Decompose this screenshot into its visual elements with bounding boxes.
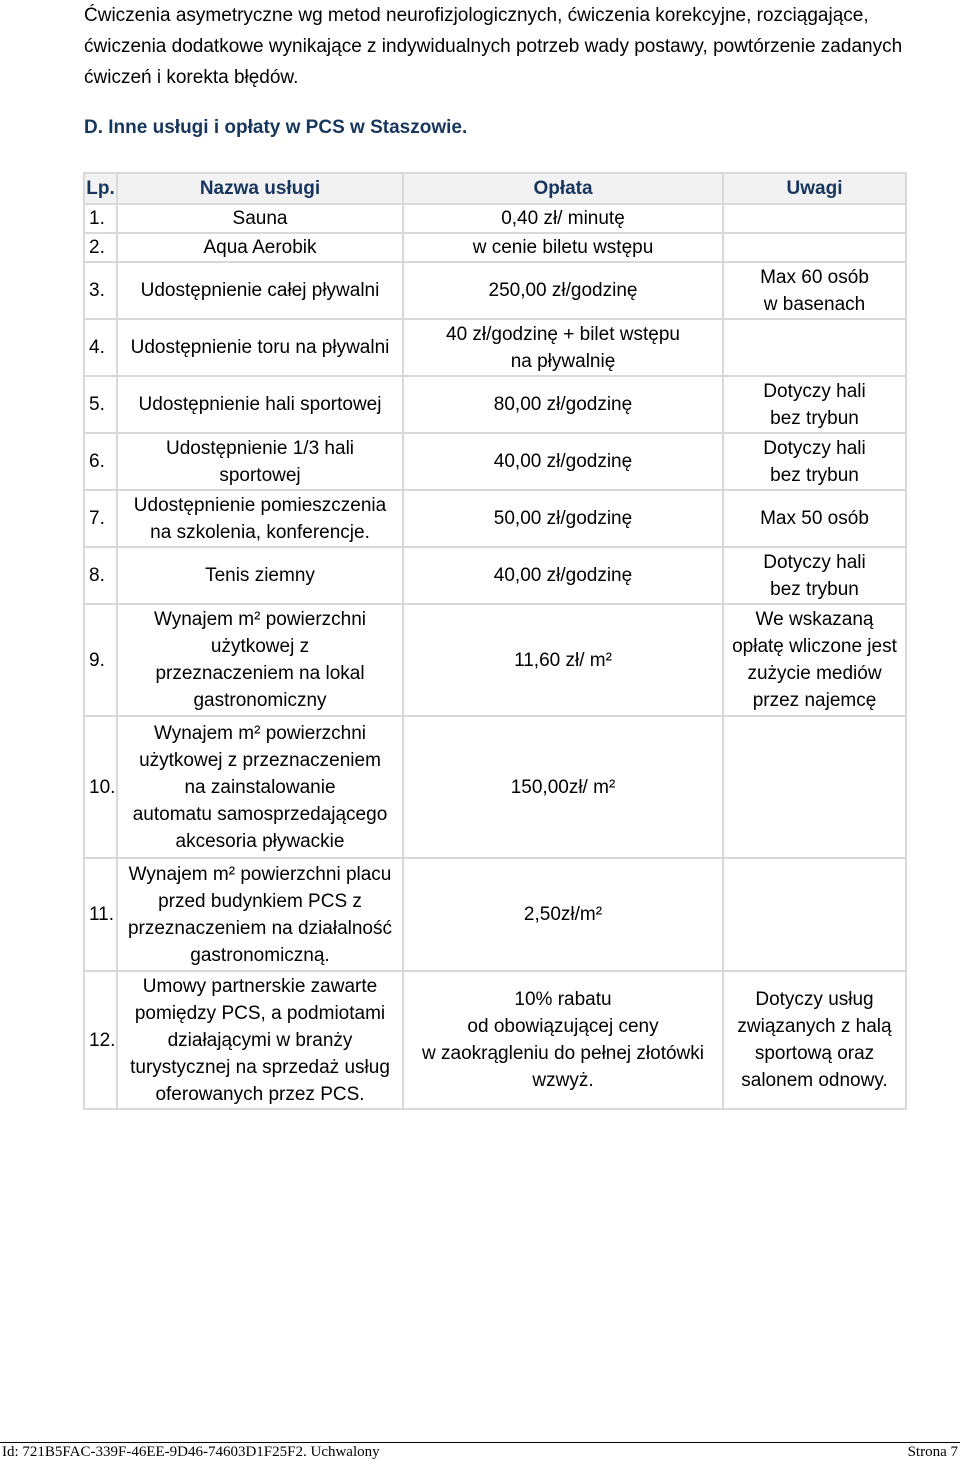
row-no: 9.: [84, 604, 117, 716]
row-price: 80,00 zł/godzinę: [403, 376, 723, 433]
section-heading: D. Inne usługi i opłaty w PCS w Staszowie.: [84, 117, 468, 138]
header-name: Nazwa usługi: [117, 173, 403, 204]
row-price: 11,60 zł/ m²: [403, 604, 723, 716]
row-no: 7.: [84, 490, 117, 547]
page-number: Strona 7: [907, 1444, 958, 1460]
row-notes: Max 50 osób: [723, 490, 906, 547]
row-name: Tenis ziemny: [117, 547, 403, 604]
row-notes: Dotyczy hali bez trybun: [723, 433, 906, 490]
row-price: 250,00 zł/godzinę: [403, 262, 723, 319]
row-price: w cenie biletu wstępu: [403, 233, 723, 262]
row-notes: Dotyczy hali bez trybun: [723, 547, 906, 604]
row-no: 11.: [84, 858, 117, 971]
table-header-row: [84, 173, 906, 204]
row-price: 0,40 zł/ minutę: [403, 204, 723, 233]
row-no: 3.: [84, 262, 117, 319]
table-row: [84, 233, 906, 262]
row-no: 4.: [84, 319, 117, 376]
table-row: [84, 716, 906, 858]
table-row: [84, 858, 906, 971]
table-row: [84, 971, 906, 1109]
row-name: Sauna: [117, 204, 403, 233]
table-row: [84, 547, 906, 604]
table-row: [84, 604, 906, 716]
row-no: 1.: [84, 204, 117, 233]
row-name: Umowy partnerskie zawarte pomiędzy PCS, a podmiotami działającymi w branży turystycznej na sprzedaż usług oferowanych przez PCS.: [117, 971, 403, 1109]
row-name: Wynajem m² powierzchni placu przed budynkiem PCS z przeznaczeniem na działalność gastronomiczną.: [117, 858, 403, 971]
row-no: 6.: [84, 433, 117, 490]
row-name: Udostępnienie hali sportowej: [117, 376, 403, 433]
table-row: [84, 376, 906, 433]
row-notes: [723, 204, 906, 233]
row-notes: Dotyczy usług związanych z halą sportową oraz salonem odnowy.: [723, 971, 906, 1109]
row-notes: [723, 319, 906, 376]
row-notes: [723, 233, 906, 262]
row-price: 40,00 zł/godzinę: [403, 433, 723, 490]
intro-paragraph: Ćwiczenia asymetryczne wg metod neurofizjologicznych, ćwiczenia korekcyjne, rozciągające, ćwiczenia dodatkowe wynikające z indywidualnych potrzeb wady postawy, powtórzenie zadanych ćwiczeń i korekta błędów.: [84, 5, 903, 88]
row-no: 8.: [84, 547, 117, 604]
row-notes: [723, 858, 906, 971]
row-name: Wynajem m² powierzchni użytkowej z przeznaczeniem na lokal gastronomiczny: [117, 604, 403, 716]
table-row: [84, 490, 906, 547]
row-name: Aqua Aerobik: [117, 233, 403, 262]
row-price: 40 zł/godzinę + bilet wstępu na pływalnię: [403, 319, 723, 376]
row-name: Wynajem m² powierzchni użytkowej z przeznaczeniem na zainstalowanie automatu samosprzedającego akcesoria pływackie: [117, 716, 403, 858]
row-no: 10.: [84, 716, 117, 858]
header-price: Opłata: [403, 173, 723, 204]
row-price: 50,00 zł/godzinę: [403, 490, 723, 547]
row-notes: Max 60 osób w basenach: [723, 262, 906, 319]
table-row: [84, 204, 906, 233]
row-price: 40,00 zł/godzinę: [403, 547, 723, 604]
row-notes: [723, 716, 906, 858]
table-row: [84, 319, 906, 376]
row-name: Udostępnienie całej pływalni: [117, 262, 403, 319]
row-no: 5.: [84, 376, 117, 433]
page-footer: [0, 1442, 960, 1464]
document-id: Id: 721B5FAC-339F-46EE-9D46-74603D1F25F2. Uchwalony: [2, 1444, 380, 1460]
row-notes: We wskazaną opłatę wliczone jest zużycie mediów przez najemcę: [723, 604, 906, 716]
services-table: [83, 172, 907, 1110]
header-notes: Uwagi: [723, 173, 906, 204]
row-notes: Dotyczy hali bez trybun: [723, 376, 906, 433]
row-price: 150,00zł/ m²: [403, 716, 723, 858]
row-name: Udostępnienie pomieszczenia na szkolenia, konferencje.: [117, 490, 403, 547]
row-price: 2,50zł/m²: [403, 858, 723, 971]
row-name: Udostępnienie 1/3 hali sportowej: [117, 433, 403, 490]
table-row: [84, 433, 906, 490]
row-no: 2.: [84, 233, 117, 262]
row-price: 10% rabatu od obowiązującej ceny w zaokrągleniu do pełnej złotówki wzwyż.: [403, 971, 723, 1109]
table-row: [84, 262, 906, 319]
row-name: Udostępnienie toru na pływalni: [117, 319, 403, 376]
row-no: 12.: [84, 971, 117, 1109]
header-no: Lp.: [84, 173, 117, 204]
